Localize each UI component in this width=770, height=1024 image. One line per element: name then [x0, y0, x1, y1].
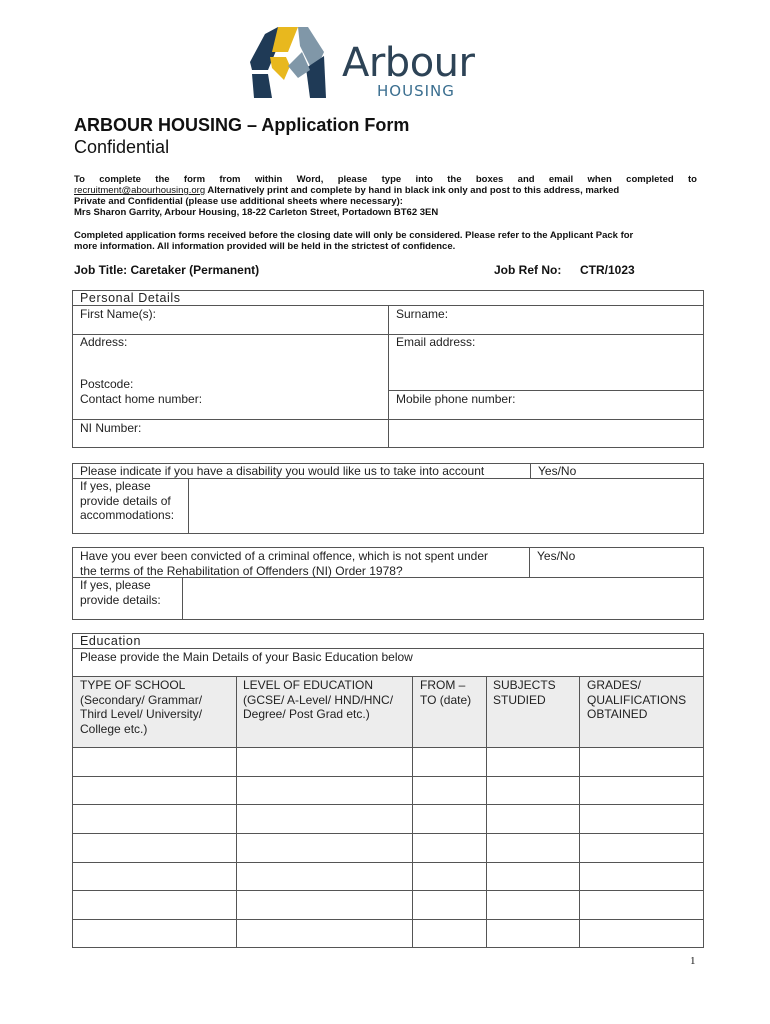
home-phone-field[interactable]: Contact home number: — [80, 392, 203, 406]
job-ref-value: CTR/1023 — [580, 263, 635, 277]
col-level-line-3: Degree/ Post Grad etc.) — [243, 707, 370, 721]
notice-text — [74, 230, 697, 252]
col-grades-line-1: GRADES/ — [587, 678, 642, 692]
criminal-question-line-1: Have you ever been convicted of a criminal offence, which is not spent under — [80, 549, 489, 563]
edu-col-divider-4 — [579, 676, 580, 948]
logo-wordmark: Arbour — [342, 40, 475, 86]
col-type-of-school-line-4: College etc.) — [80, 721, 148, 736]
edu-row-divider-5 — [72, 890, 704, 891]
intro-text — [74, 174, 697, 218]
disability-yn-divider — [530, 463, 531, 478]
intro-line-2-rest: Alternatively print and complete by hand in black ink only and post to this address, marked — [205, 185, 620, 196]
address-field[interactable]: Address: — [80, 335, 128, 349]
col-type-of-school-line-2: (Secondary/ Grammar/ — [80, 692, 203, 707]
criminal-detail-label-2: provide details: — [80, 592, 161, 607]
criminal-question — [80, 549, 488, 578]
col-type-of-school-line-1: TYPE OF SCHOOL — [80, 678, 186, 692]
col-header-from-to — [420, 678, 471, 707]
intro-line-4: Mrs Sharon Garrity, Arbour Housing, 18-22 Carleton Street, Portadown BT62 3EN — [74, 207, 439, 218]
education-heading: Education — [80, 634, 141, 648]
edu-row-divider-1 — [72, 776, 704, 777]
edu-col-divider-3 — [486, 676, 487, 948]
col-grades-line-2: QUALIFICATIONS — [587, 692, 687, 707]
edu-row-divider-2 — [72, 804, 704, 805]
disability-details-input[interactable] — [190, 480, 702, 532]
criminal-detail-divider — [182, 577, 183, 620]
disability-detail-divider — [188, 478, 189, 534]
criminal-yes-no[interactable]: Yes/No — [537, 549, 576, 563]
logo-subtitle: HOUSING — [377, 82, 455, 100]
edu-heading-divider — [72, 648, 704, 649]
disability-detail-label-1: If yes, please — [80, 479, 151, 493]
email-link[interactable]: recruitment@abourhousing.org — [74, 185, 206, 196]
edu-row-divider-6 — [72, 919, 704, 920]
intro-line-3: Private and Confidential (please use additional sheets where necessary): — [74, 196, 403, 207]
col-header-grades — [587, 678, 686, 722]
disability-yes-no[interactable]: Yes/No — [538, 464, 577, 478]
col-level-line-1: LEVEL OF EDUCATION — [243, 678, 374, 692]
postcode-field[interactable]: Postcode: — [80, 377, 134, 391]
col-header-type-of-school — [80, 678, 202, 736]
personal-col-divider — [388, 305, 389, 448]
intro-line-1: To complete the form from within Word, please type into the boxes and email when completed to — [74, 174, 697, 185]
col-type-of-school-line-3: Third Level/ University/ — [80, 707, 203, 721]
disability-detail-label-2: provide details of — [80, 493, 171, 508]
disability-question: Please indicate if you have a disability you would like us to take into account — [80, 464, 485, 478]
criminal-yn-divider — [529, 547, 530, 577]
disability-detail-label — [80, 479, 174, 523]
row-divider-2 — [72, 419, 704, 420]
surname-field[interactable]: Surname: — [396, 307, 449, 321]
intro-line-2 — [74, 185, 697, 196]
logo-navy-bottom — [252, 74, 272, 98]
logo-gold-mid — [270, 57, 290, 80]
criminal-detail-label-1: If yes, please — [80, 578, 151, 592]
ni-number-field[interactable]: NI Number: — [80, 421, 142, 435]
col-level-line-2: (GCSE/ A-Level/ HND/HNC/ — [243, 692, 394, 707]
criminal-details-input[interactable] — [184, 579, 702, 618]
form-subtitle: Confidential — [74, 137, 170, 157]
edu-row-divider-4 — [72, 862, 704, 863]
arbour-logo-icon — [250, 22, 330, 102]
criminal-detail-label — [80, 578, 161, 607]
row-divider-1 — [72, 334, 704, 335]
col-grades-line-3: OBTAINED — [587, 707, 648, 721]
col-from-to-line-1: FROM – — [420, 678, 466, 692]
mobile-field[interactable]: Mobile phone number: — [396, 392, 516, 406]
criminal-question-line-2: the terms of the Rehabilitation of Offenders (NI) Order 1978? — [80, 563, 403, 578]
job-title: Job Title: Caretaker (Permanent) — [74, 263, 260, 277]
col-subjects-line-1: SUBJECTS — [493, 678, 556, 692]
col-header-level-of-education — [243, 678, 393, 722]
edu-col-divider-2 — [412, 676, 413, 948]
first-names-field[interactable]: First Name(s): — [80, 307, 156, 321]
edu-header-bottom — [72, 747, 704, 748]
personal-details-heading: Personal Details — [80, 291, 181, 305]
page-number: 1 — [690, 955, 696, 967]
email-field[interactable]: Email address: — [396, 335, 476, 349]
notice-line-2: more information. All information provided will be held in the strictest of confidence. — [74, 241, 456, 252]
job-ref-label: Job Ref No: — [494, 263, 562, 277]
col-subjects-line-2: STUDIED — [493, 692, 546, 707]
education-instruction: Please provide the Main Details of your Basic Education below — [80, 650, 413, 664]
col-header-subjects — [493, 678, 556, 707]
row-divider-right — [388, 390, 704, 391]
edu-col-divider-1 — [236, 676, 237, 948]
edu-row-divider-3 — [72, 833, 704, 834]
notice-line-1: Completed application forms received before the closing date will only be considered. Please refer to the Applicant Pack for — [74, 230, 634, 241]
disability-detail-label-3: accommodations: — [80, 508, 175, 522]
col-from-to-line-2: TO (date) — [420, 692, 472, 707]
form-title: ARBOUR HOUSING – Application Form — [74, 115, 410, 135]
